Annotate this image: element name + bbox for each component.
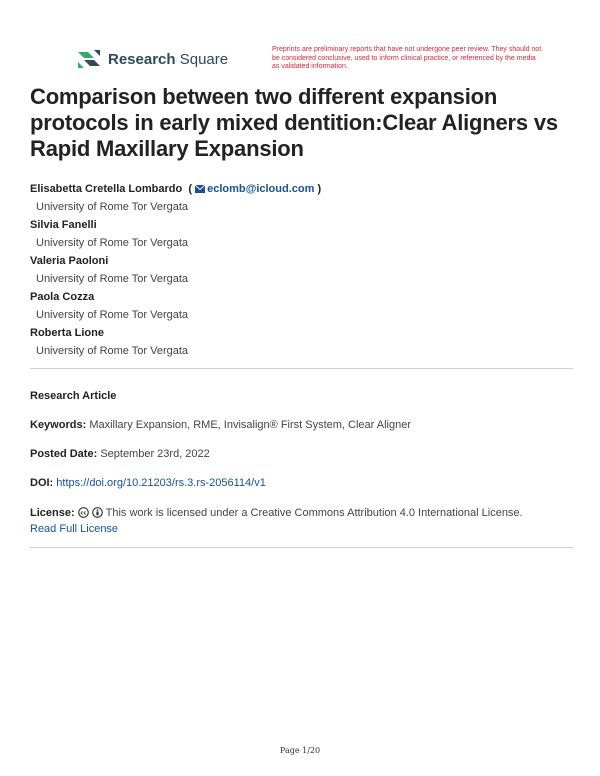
author-affiliation: University of Rome Tor Vergata (36, 345, 189, 357)
page-number: Page 1/20 (279, 746, 321, 755)
research-square-logo-icon (76, 48, 102, 70)
author-list (30, 180, 570, 360)
author-name: Silvia Fanelli (30, 219, 97, 231)
posted-date-line (30, 446, 210, 462)
keywords-label: Keywords: (30, 419, 87, 431)
brand-word-research: Research (108, 50, 176, 68)
brand-name (108, 51, 228, 68)
email-paren-open: ( (185, 183, 193, 195)
attribution-icon (92, 507, 103, 518)
article-type (30, 388, 116, 404)
read-full-license-link[interactable]: Read Full License (30, 523, 119, 535)
license-label: License: (30, 507, 75, 519)
author-affiliation: University of Rome Tor Vergata (36, 201, 189, 213)
license-text: This work is licensed under a Creative Commons Attribution 4.0 International License. (105, 507, 523, 519)
author-name (30, 180, 570, 198)
author-name: Paola Cozza (30, 291, 95, 303)
research-square-logo[interactable] (76, 48, 228, 70)
author-name: Valeria Paoloni (30, 255, 109, 267)
article-type-text: Research Article (30, 390, 117, 402)
doi-line (30, 475, 266, 491)
posted-date-label: Posted Date: (30, 448, 98, 460)
author-affiliation: University of Rome Tor Vergata (36, 309, 189, 321)
keywords-value: Maxillary Expansion, RME, Invisalign® First System, Clear Aligner (89, 419, 412, 431)
envelope-icon (195, 185, 205, 193)
posted-date-value: September 23rd, 2022 (100, 448, 210, 460)
svg-text:cc: cc (80, 510, 87, 517)
author-affiliation: University of Rome Tor Vergata (36, 237, 189, 249)
doi-link[interactable]: https://doi.org/10.21203/rs.3.rs-2056114/v1 (56, 477, 266, 489)
divider (30, 547, 573, 548)
author-email-link[interactable]: eclomb@icloud.com (207, 183, 315, 195)
email-paren-close: ) (317, 183, 322, 195)
license-block (30, 505, 570, 537)
creative-commons-icon (78, 507, 89, 518)
author-name: Roberta Lione (30, 327, 104, 339)
author-name-text: Elisabetta Cretella Lombardo (30, 183, 183, 195)
keywords-line (30, 417, 411, 433)
divider (30, 368, 573, 369)
paper-title: Comparison between two different expansion protocols in early mixed dentition:Clear Aligners vs Rapid Maxillary Expansion (30, 84, 558, 161)
author-affiliation: University of Rome Tor Vergata (36, 273, 189, 285)
doi-label: DOI: (30, 477, 54, 489)
preprint-disclaimer: Preprints are preliminary reports that have not undergone peer review. They should not be considered conclusive, used to inform clinical practice, or referenced by the media as validated information. (272, 46, 542, 70)
brand-word-square: Square (179, 50, 229, 68)
